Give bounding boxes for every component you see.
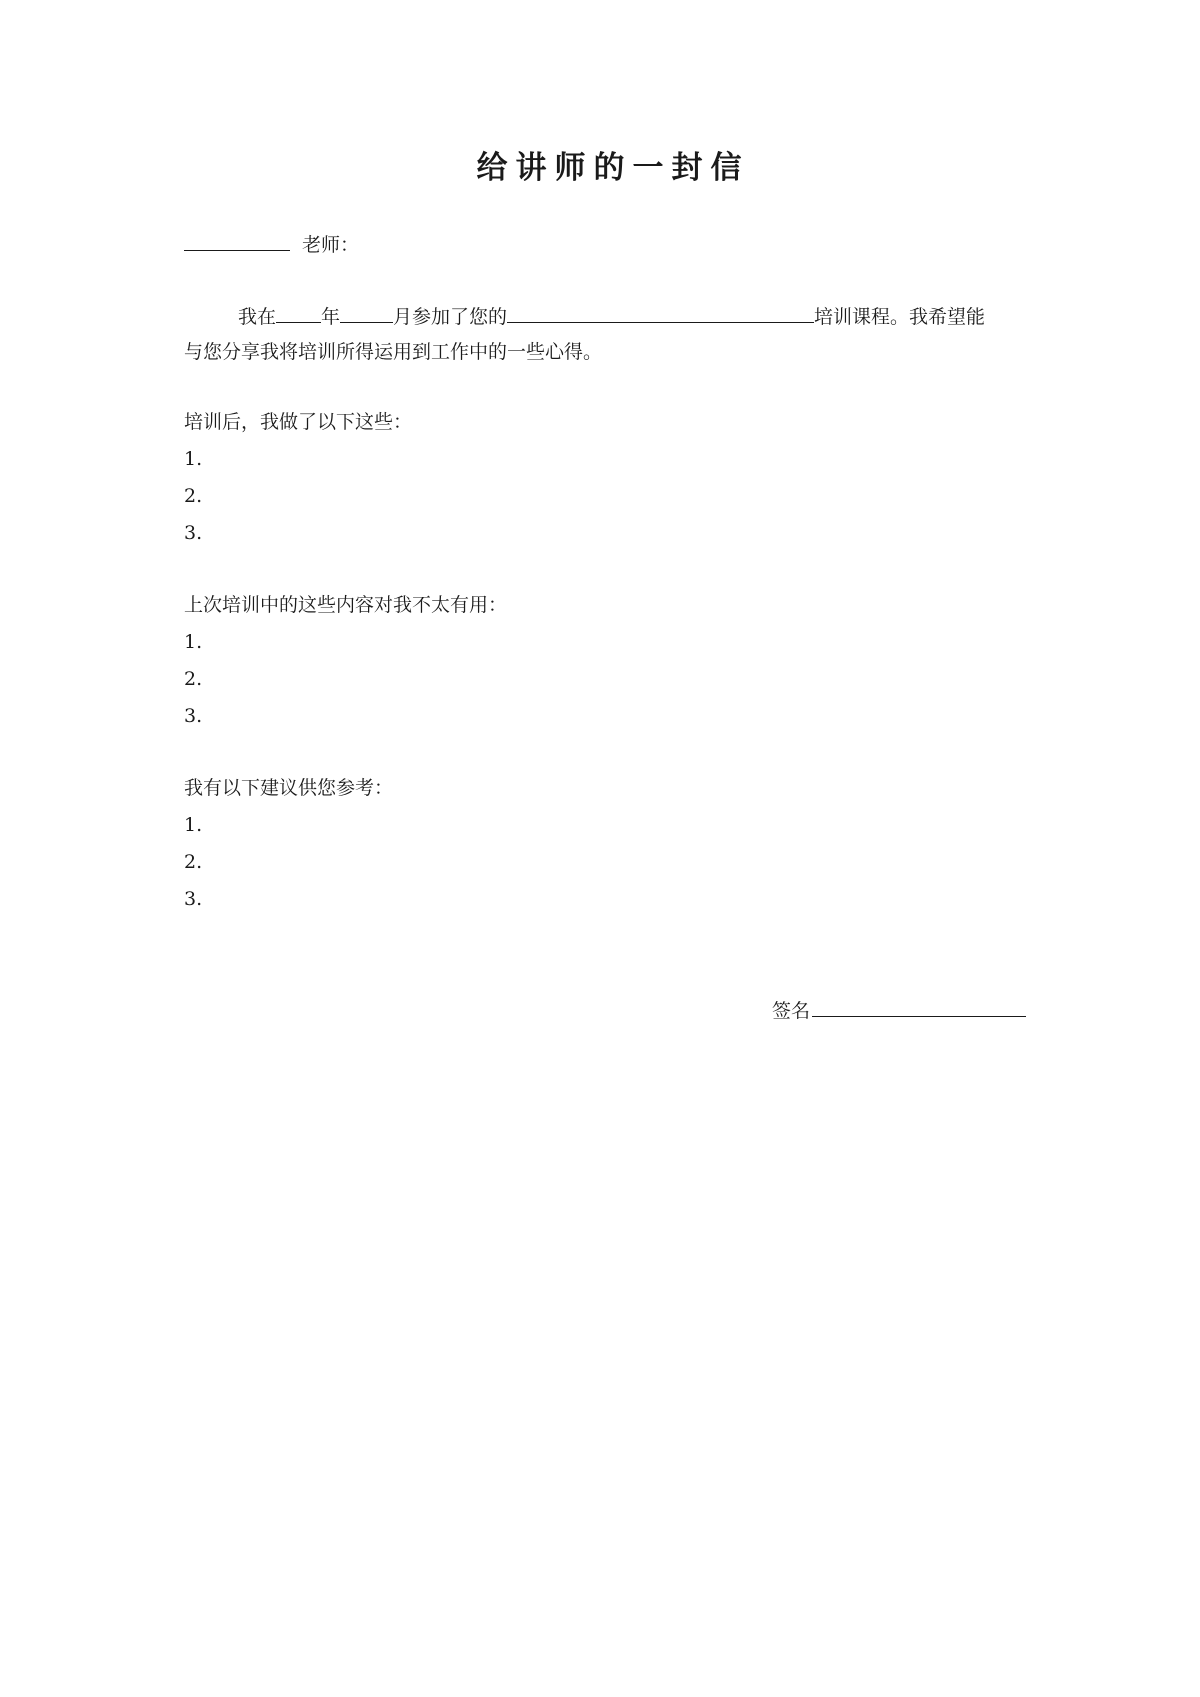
list-item[interactable]: 2.	[184, 668, 203, 690]
list-item[interactable]: 2.	[184, 851, 203, 873]
signature-label: 签名	[772, 1000, 811, 1022]
intro-paragraph-line-1	[238, 302, 985, 330]
list-item[interactable]: 3.	[184, 522, 203, 544]
signature-line	[772, 996, 1026, 1024]
section-heading-actions: 培训后，我做了以下这些：	[184, 411, 413, 433]
year-field[interactable]	[276, 302, 321, 323]
month-label: 月参加了您的	[393, 306, 508, 328]
course-suffix: 培训课程。我希望能	[814, 306, 986, 328]
signature-field[interactable]	[812, 996, 1026, 1017]
salutation-line	[184, 230, 359, 258]
list-item[interactable]: 3.	[184, 888, 203, 910]
year-label: 年	[321, 306, 341, 328]
section-heading-suggestions: 我有以下建议供您参考：	[184, 777, 394, 799]
list-item[interactable]: 1.	[184, 814, 203, 836]
list-item[interactable]: 1.	[184, 448, 203, 470]
list-item[interactable]: 3.	[184, 705, 203, 727]
month-field[interactable]	[340, 302, 393, 323]
page-title: 给讲师的一封信	[476, 150, 750, 186]
list-item[interactable]: 1.	[184, 631, 203, 653]
list-item[interactable]: 2.	[184, 485, 203, 507]
intro-start: 我在	[238, 306, 277, 328]
intro-paragraph-line-2: 与您分享我将培训所得运用到工作中的一些心得。	[184, 341, 603, 363]
teacher-name-field[interactable]	[184, 230, 290, 251]
section-heading-not-useful: 上次培训中的这些内容对我不太有用：	[184, 594, 508, 616]
course-name-field[interactable]	[507, 302, 814, 323]
salutation-suffix: 老师：	[302, 234, 360, 256]
